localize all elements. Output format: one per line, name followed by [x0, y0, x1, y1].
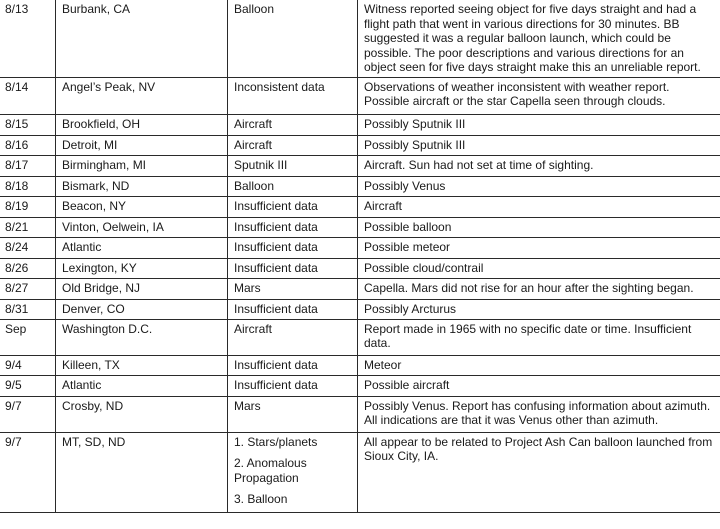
table-row: [0, 217, 720, 237]
location-cell: Bismark, ND: [56, 176, 228, 196]
date-cell: 8/16: [0, 135, 56, 155]
evaluation-line: Insufficient data: [234, 239, 318, 254]
comments-cell: Capella. Mars did not rise for an hour after the sighting began.: [358, 278, 720, 299]
table-row: [0, 278, 720, 299]
location-cell: Washington D.C.: [56, 319, 228, 355]
date-cell: Sep: [0, 319, 56, 355]
date-cell: 8/21: [0, 217, 56, 237]
evaluation-line: Inconsistent data: [234, 79, 325, 94]
evaluation-cell: [228, 176, 358, 196]
evaluation-cell: [228, 319, 358, 355]
table-row: [0, 77, 720, 114]
evaluation-line: Insufficient data: [234, 377, 318, 392]
table-row: [0, 114, 720, 135]
evaluation-cell: [228, 375, 358, 396]
evaluation-cell: [228, 396, 358, 432]
evaluation-cell: [228, 432, 358, 512]
table-row: [0, 155, 720, 176]
evaluation-cell: [228, 114, 358, 135]
table-row: [0, 0, 720, 77]
evaluation-cell: [228, 155, 358, 176]
comments-cell: Possibly Sputnik III: [358, 114, 720, 135]
date-cell: 9/7: [0, 432, 56, 512]
table-row: [0, 196, 720, 217]
evaluation-line: Aircraft: [234, 116, 273, 131]
comments-cell: Possibly Venus: [358, 176, 720, 196]
evaluation-line: Insufficient data: [234, 357, 318, 372]
evaluation-line: Balloon: [234, 178, 275, 193]
location-cell: Denver, CO: [56, 299, 228, 319]
comments-cell: Possibly Venus. Report has confusing information about azimuth. All indications are that it was Venus other than azimuth.: [358, 396, 720, 432]
location-cell: Atlantic: [56, 237, 228, 258]
evaluation-cell: [228, 77, 358, 114]
comments-cell: Report made in 1965 with no specific date or time. Insufficient data.: [358, 319, 720, 355]
date-cell: 8/13: [0, 0, 56, 77]
table-row: [0, 237, 720, 258]
comments-cell: Possible cloud/contrail: [358, 258, 720, 278]
date-cell: 8/24: [0, 237, 56, 258]
evaluation-line: Insufficient data: [234, 260, 318, 275]
location-cell: Killeen, TX: [56, 355, 228, 375]
evaluation-cell: [228, 299, 358, 319]
date-cell: 9/7: [0, 396, 56, 432]
comments-cell: Aircraft. Sun had not set at time of sighting.: [358, 155, 720, 176]
table-row: [0, 319, 720, 355]
date-cell: 8/26: [0, 258, 56, 278]
evaluation-cell: [228, 135, 358, 155]
evaluation-line: Insufficient data: [234, 219, 318, 234]
table-row: [0, 135, 720, 155]
evaluation-line: Aircraft: [234, 321, 273, 336]
comments-cell: Possibly Arcturus: [358, 299, 720, 319]
comments-cell: Possible aircraft: [358, 375, 720, 396]
evaluation-line: Aircraft: [234, 137, 273, 152]
date-cell: 8/15: [0, 114, 56, 135]
location-cell: Burbank, CA: [56, 0, 228, 77]
comments-cell: Possible balloon: [358, 217, 720, 237]
date-cell: 8/17: [0, 155, 56, 176]
date-cell: 9/5: [0, 375, 56, 396]
evaluation-line: Insufficient data: [234, 198, 318, 213]
comments-cell: Aircraft: [358, 196, 720, 217]
comments-cell: Meteor: [358, 355, 720, 375]
evaluation-line: Mars: [234, 398, 261, 413]
comments-cell: Possible meteor: [358, 237, 720, 258]
evaluation-cell: [228, 196, 358, 217]
evaluation-cell: [228, 258, 358, 278]
location-cell: Detroit, MI: [56, 135, 228, 155]
table-row: [0, 355, 720, 375]
comments-cell: Observations of weather inconsistent with weather report. Possible aircraft or the star Capella seen through clouds.: [358, 77, 720, 114]
evaluation-line: 2. Anomalous Propagation: [234, 456, 307, 485]
table-row: [0, 176, 720, 196]
date-cell: 8/31: [0, 299, 56, 319]
evaluation-line: Mars: [234, 280, 261, 295]
evaluation-cell: [228, 0, 358, 77]
location-cell: Brookfield, OH: [56, 114, 228, 135]
table-row: [0, 375, 720, 396]
evaluation-cell: [228, 355, 358, 375]
comments-cell: All appear to be related to Project Ash Can balloon launched from Sioux City, IA.: [358, 432, 720, 512]
evaluation-cell: [228, 278, 358, 299]
evaluation-line: 1. Stars/planets: [234, 434, 318, 449]
location-cell: Vinton, Oelwein, IA: [56, 217, 228, 237]
date-cell: 8/18: [0, 176, 56, 196]
date-cell: 8/27: [0, 278, 56, 299]
table-row: [0, 432, 720, 512]
location-cell: Atlantic: [56, 375, 228, 396]
location-cell: MT, SD, ND: [56, 432, 228, 512]
comments-cell: Witness reported seeing object for five days straight and had a flight path that went in various directions for 30 minutes. BB suggested it was a regular balloon launch, which could be possible. The poor descriptions and various directions for an object seen for five days straight make this an unreliable report.: [358, 0, 720, 77]
table-row: [0, 396, 720, 432]
location-cell: Birmingham, MI: [56, 155, 228, 176]
table-row: [0, 258, 720, 278]
location-cell: Crosby, ND: [56, 396, 228, 432]
comments-cell: Possibly Sputnik III: [358, 135, 720, 155]
evaluation-cell: [228, 217, 358, 237]
date-cell: 9/4: [0, 355, 56, 375]
date-cell: 8/19: [0, 196, 56, 217]
evaluation-cell: [228, 237, 358, 258]
location-cell: Angel’s Peak, NV: [56, 77, 228, 114]
table-row: [0, 299, 720, 319]
location-cell: Lexington, KY: [56, 258, 228, 278]
date-cell: 8/14: [0, 77, 56, 114]
location-cell: Old Bridge, NJ: [56, 278, 228, 299]
location-cell: Beacon, NY: [56, 196, 228, 217]
evaluation-line: Sputnik III: [234, 157, 288, 172]
evaluation-line: Balloon: [234, 2, 275, 16]
evaluation-line: 3. Balloon: [234, 492, 288, 506]
evaluation-line: Insufficient data: [234, 301, 318, 316]
